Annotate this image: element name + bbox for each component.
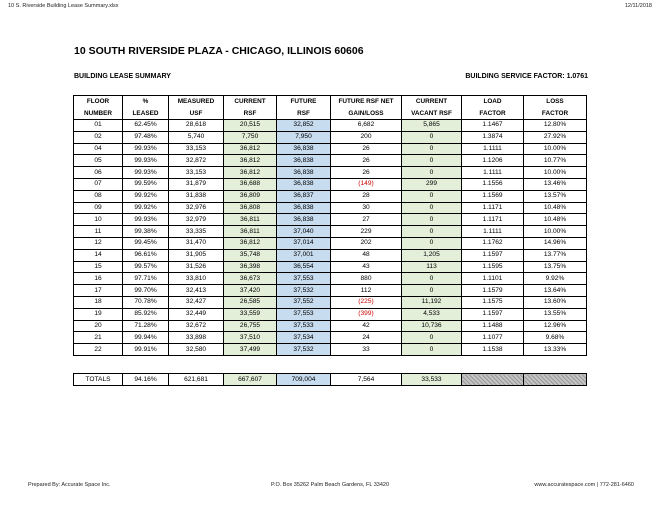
table-cell: 35,748: [224, 249, 277, 261]
table-cell: 19: [74, 308, 123, 320]
table-cell: (399): [331, 308, 402, 320]
column-header-top: %: [123, 96, 169, 108]
table-cell: 5,740: [169, 131, 224, 143]
table-cell: 14: [74, 249, 123, 261]
column-header-top: FLOOR: [74, 96, 123, 108]
table-cell: 12: [74, 237, 123, 249]
table-cell: 7,750: [224, 131, 277, 143]
table-cell: (225): [331, 296, 402, 308]
table-row: [74, 332, 587, 344]
column-header-top: FUTURE RSF NET: [331, 96, 402, 108]
table-cell: 33,335: [169, 226, 224, 238]
table-cell: 13.46%: [524, 178, 587, 190]
table-cell: 99.70%: [123, 285, 169, 297]
table-cell: 10.00%: [524, 226, 587, 238]
total-cell: 33,533: [402, 374, 462, 386]
table-cell: (149): [331, 178, 402, 190]
table-cell: 05: [74, 155, 123, 167]
table-cell: 1.1762: [462, 237, 524, 249]
table-cell: 36,837: [277, 190, 331, 202]
table-cell: 1.1171: [462, 214, 524, 226]
table-cell: 32,449: [169, 308, 224, 320]
table-cell: 14.96%: [524, 237, 587, 249]
lease-summary-table: [73, 95, 587, 356]
table-cell: 0: [402, 143, 462, 155]
table-cell: 70.78%: [123, 296, 169, 308]
table-cell: 36,812: [224, 143, 277, 155]
total-cell: TOTALS: [74, 374, 123, 386]
table-cell: 27.92%: [524, 131, 587, 143]
table-row: [74, 320, 587, 332]
table-cell: 32,872: [169, 155, 224, 167]
table-cell: 31,905: [169, 249, 224, 261]
section-subtitle: BUILDING LEASE SUMMARY: [74, 73, 171, 80]
table-cell: 37,533: [277, 320, 331, 332]
table-cell: 1.1556: [462, 178, 524, 190]
table-cell: 1.1171: [462, 202, 524, 214]
table-row: [74, 120, 587, 132]
table-cell: 36,398: [224, 261, 277, 273]
table-cell: 37,532: [277, 285, 331, 297]
table-cell: 32,413: [169, 285, 224, 297]
column-header-bottom: VACANT RSF: [402, 108, 462, 120]
table-cell: 37,014: [277, 237, 331, 249]
total-cell: 621,681: [169, 374, 224, 386]
table-cell: 13.55%: [524, 308, 587, 320]
total-cell-shaded: [462, 374, 524, 386]
table-cell: 10.00%: [524, 167, 587, 179]
table-cell: 33,898: [169, 332, 224, 344]
table-cell: 08: [74, 190, 123, 202]
table-cell: 4,533: [402, 308, 462, 320]
column-header-bottom: RSF: [224, 108, 277, 120]
column-header-top: FUTURE: [277, 96, 331, 108]
table-cell: 0: [402, 237, 462, 249]
table-cell: 20,515: [224, 120, 277, 132]
table-cell: 37,420: [224, 285, 277, 297]
table-cell: 37,040: [277, 226, 331, 238]
table-cell: 202: [331, 237, 402, 249]
table-cell: 99.93%: [123, 143, 169, 155]
header-row-bottom: [74, 108, 587, 120]
table-row: [74, 190, 587, 202]
column-header-top: MEASURED: [169, 96, 224, 108]
table-cell: 36,808: [224, 202, 277, 214]
total-cell-shaded: [524, 374, 587, 386]
table-row: [74, 249, 587, 261]
table-cell: 229: [331, 226, 402, 238]
table-cell: 06: [74, 167, 123, 179]
table-cell: 1.1111: [462, 143, 524, 155]
table-cell: 99.38%: [123, 226, 169, 238]
table-row: [74, 237, 587, 249]
table-cell: 10: [74, 214, 123, 226]
table-cell: 32,580: [169, 344, 224, 356]
table-cell: 33: [331, 344, 402, 356]
page-title: 10 SOUTH RIVERSIDE PLAZA - CHICAGO, ILLINOIS 60606: [74, 45, 364, 57]
table-row: [74, 261, 587, 273]
table-cell: 36,688: [224, 178, 277, 190]
table-cell: 1.1597: [462, 249, 524, 261]
table-cell: 0: [402, 273, 462, 285]
table-cell: 85.92%: [123, 308, 169, 320]
total-cell: 94.16%: [123, 374, 169, 386]
column-header-bottom: FACTOR: [462, 108, 524, 120]
lease-table-body: [74, 120, 587, 356]
table-cell: 0: [402, 226, 462, 238]
column-header-bottom: FACTOR: [524, 108, 587, 120]
table-cell: 71.28%: [123, 320, 169, 332]
header-row-top: [74, 96, 587, 108]
table-cell: 0: [402, 214, 462, 226]
table-cell: 13.57%: [524, 190, 587, 202]
table-cell: 1.1579: [462, 285, 524, 297]
column-header-bottom: NUMBER: [74, 108, 123, 120]
table-cell: 43: [331, 261, 402, 273]
table-cell: 37,534: [277, 332, 331, 344]
table-cell: 13.60%: [524, 296, 587, 308]
column-header-top: LOSS: [524, 96, 587, 108]
table-cell: 1.3874: [462, 131, 524, 143]
table-cell: 1.1538: [462, 344, 524, 356]
table-cell: 1.1206: [462, 155, 524, 167]
table-cell: 42: [331, 320, 402, 332]
table-cell: 26: [331, 143, 402, 155]
table-cell: 99.45%: [123, 237, 169, 249]
table-cell: 9.68%: [524, 332, 587, 344]
table-cell: 0: [402, 167, 462, 179]
table-cell: 5,865: [402, 120, 462, 132]
table-cell: 22: [74, 344, 123, 356]
table-cell: 31,526: [169, 261, 224, 273]
table-cell: 12.96%: [524, 320, 587, 332]
page-header-date: 12/11/2018: [624, 3, 652, 9]
table-cell: 11: [74, 226, 123, 238]
table-cell: 1.1569: [462, 190, 524, 202]
table-cell: 97.48%: [123, 131, 169, 143]
table-cell: 200: [331, 131, 402, 143]
table-cell: 17: [74, 285, 123, 297]
service-factor: BUILDING SERVICE FACTOR: 1.0761: [465, 73, 588, 80]
table-cell: 36,838: [277, 178, 331, 190]
table-cell: 7,950: [277, 131, 331, 143]
table-cell: 1.1111: [462, 226, 524, 238]
table-cell: 36,838: [277, 143, 331, 155]
table-cell: 99.93%: [123, 214, 169, 226]
column-header-top: LOAD: [462, 96, 524, 108]
table-cell: 96.61%: [123, 249, 169, 261]
table-cell: 0: [402, 344, 462, 356]
page-header-left: 10 S. Riverside Building Lease Summary.xlsx: [8, 3, 119, 9]
table-cell: 37,499: [224, 344, 277, 356]
table-cell: 1.1597: [462, 308, 524, 320]
table-cell: 32,976: [169, 202, 224, 214]
table-cell: 99.91%: [123, 344, 169, 356]
table-cell: 99.57%: [123, 261, 169, 273]
table-cell: 28: [331, 190, 402, 202]
table-cell: 13.64%: [524, 285, 587, 297]
table-cell: 33,153: [169, 143, 224, 155]
table-cell: 9.92%: [524, 273, 587, 285]
table-cell: 37,510: [224, 332, 277, 344]
table-cell: 0: [402, 155, 462, 167]
table-cell: 0: [402, 332, 462, 344]
table-cell: 1.1595: [462, 261, 524, 273]
table-cell: 21: [74, 332, 123, 344]
table-row: [74, 143, 587, 155]
table-cell: 01: [74, 120, 123, 132]
table-cell: 32,852: [277, 120, 331, 132]
table-cell: 1.1467: [462, 120, 524, 132]
table-cell: 880: [331, 273, 402, 285]
table-cell: 11,192: [402, 296, 462, 308]
total-cell: 667,607: [224, 374, 277, 386]
table-cell: 28,618: [169, 120, 224, 132]
table-cell: 24: [331, 332, 402, 344]
table-row: [74, 226, 587, 238]
table-cell: 62.45%: [123, 120, 169, 132]
table-cell: 20: [74, 320, 123, 332]
table-cell: 0: [402, 285, 462, 297]
table-cell: 36,812: [224, 167, 277, 179]
table-cell: 26: [331, 155, 402, 167]
table-row: [74, 178, 587, 190]
table-cell: 36,811: [224, 226, 277, 238]
table-cell: 15: [74, 261, 123, 273]
table-cell: 99.93%: [123, 167, 169, 179]
table-cell: 26,585: [224, 296, 277, 308]
table-cell: 13.33%: [524, 344, 587, 356]
table-cell: 32,979: [169, 214, 224, 226]
table-cell: 36,838: [277, 214, 331, 226]
table-cell: 13.77%: [524, 249, 587, 261]
table-cell: 6,682: [331, 120, 402, 132]
table-cell: 31,470: [169, 237, 224, 249]
table-cell: 10.00%: [524, 143, 587, 155]
table-cell: 37,552: [277, 296, 331, 308]
table-row: [74, 273, 587, 285]
table-cell: 36,838: [277, 202, 331, 214]
table-cell: 10.48%: [524, 202, 587, 214]
table-cell: 09: [74, 202, 123, 214]
table-cell: 1.1575: [462, 296, 524, 308]
table-cell: 32,672: [169, 320, 224, 332]
totals-row: [74, 374, 587, 386]
column-header-top: CURRENT: [224, 96, 277, 108]
column-header-bottom: LEASED: [123, 108, 169, 120]
table-cell: 12.80%: [524, 120, 587, 132]
total-cell: 7,564: [331, 374, 402, 386]
table-cell: 112: [331, 285, 402, 297]
footer-website: www.accuratespace.com | 772-281-6460: [534, 482, 634, 488]
table-cell: 32,427: [169, 296, 224, 308]
table-row: [74, 214, 587, 226]
table-row: [74, 131, 587, 143]
table-row: [74, 308, 587, 320]
table-cell: 113: [402, 261, 462, 273]
table-cell: 36,838: [277, 155, 331, 167]
table-cell: 299: [402, 178, 462, 190]
table-cell: 99.92%: [123, 190, 169, 202]
table-cell: 10.48%: [524, 214, 587, 226]
table-cell: 33,810: [169, 273, 224, 285]
table-cell: 33,153: [169, 167, 224, 179]
table-cell: 36,673: [224, 273, 277, 285]
table-cell: 48: [331, 249, 402, 261]
table-cell: 31,879: [169, 178, 224, 190]
table-cell: 27: [331, 214, 402, 226]
table-cell: 1.1111: [462, 167, 524, 179]
column-header-bottom: GAIN/LOSS: [331, 108, 402, 120]
footer-prepared-by: Prepared By: Accurate Space Inc.: [28, 482, 111, 488]
column-header-bottom: USF: [169, 108, 224, 120]
table-cell: 18: [74, 296, 123, 308]
table-cell: 1,205: [402, 249, 462, 261]
table-row: [74, 285, 587, 297]
table-cell: 36,809: [224, 190, 277, 202]
table-cell: 99.92%: [123, 202, 169, 214]
table-cell: 37,553: [277, 308, 331, 320]
table-cell: 16: [74, 273, 123, 285]
table-cell: 1.1488: [462, 320, 524, 332]
table-row: [74, 344, 587, 356]
column-header-bottom: RSF: [277, 108, 331, 120]
table-cell: 0: [402, 131, 462, 143]
table-cell: 1.1077: [462, 332, 524, 344]
table-cell: 31,838: [169, 190, 224, 202]
table-cell: 10,736: [402, 320, 462, 332]
table-cell: 07: [74, 178, 123, 190]
table-cell: 36,811: [224, 214, 277, 226]
table-cell: 99.93%: [123, 155, 169, 167]
table-cell: 37,553: [277, 273, 331, 285]
table-cell: 36,554: [277, 261, 331, 273]
table-cell: 37,532: [277, 344, 331, 356]
table-cell: 26,755: [224, 320, 277, 332]
table-cell: 36,838: [277, 167, 331, 179]
totals-table: [73, 373, 587, 386]
table-cell: 0: [402, 190, 462, 202]
table-cell: 97.71%: [123, 273, 169, 285]
table-cell: 36,812: [224, 237, 277, 249]
table-row: [74, 167, 587, 179]
table-cell: 02: [74, 131, 123, 143]
column-header-top: CURRENT: [402, 96, 462, 108]
table-cell: 99.94%: [123, 332, 169, 344]
table-row: [74, 296, 587, 308]
table-cell: 33,559: [224, 308, 277, 320]
table-cell: 0: [402, 202, 462, 214]
table-cell: 10.77%: [524, 155, 587, 167]
table-cell: 26: [331, 167, 402, 179]
table-row: [74, 155, 587, 167]
table-cell: 13.75%: [524, 261, 587, 273]
table-cell: 04: [74, 143, 123, 155]
table-cell: 1.1101: [462, 273, 524, 285]
table-row: [74, 202, 587, 214]
total-cell: 709,004: [277, 374, 331, 386]
table-cell: 30: [331, 202, 402, 214]
table-cell: 37,001: [277, 249, 331, 261]
table-cell: 99.59%: [123, 178, 169, 190]
table-cell: 36,812: [224, 155, 277, 167]
footer-address: P.O. Box 35262 Palm Beach Gardens, FL 33420: [270, 482, 390, 488]
